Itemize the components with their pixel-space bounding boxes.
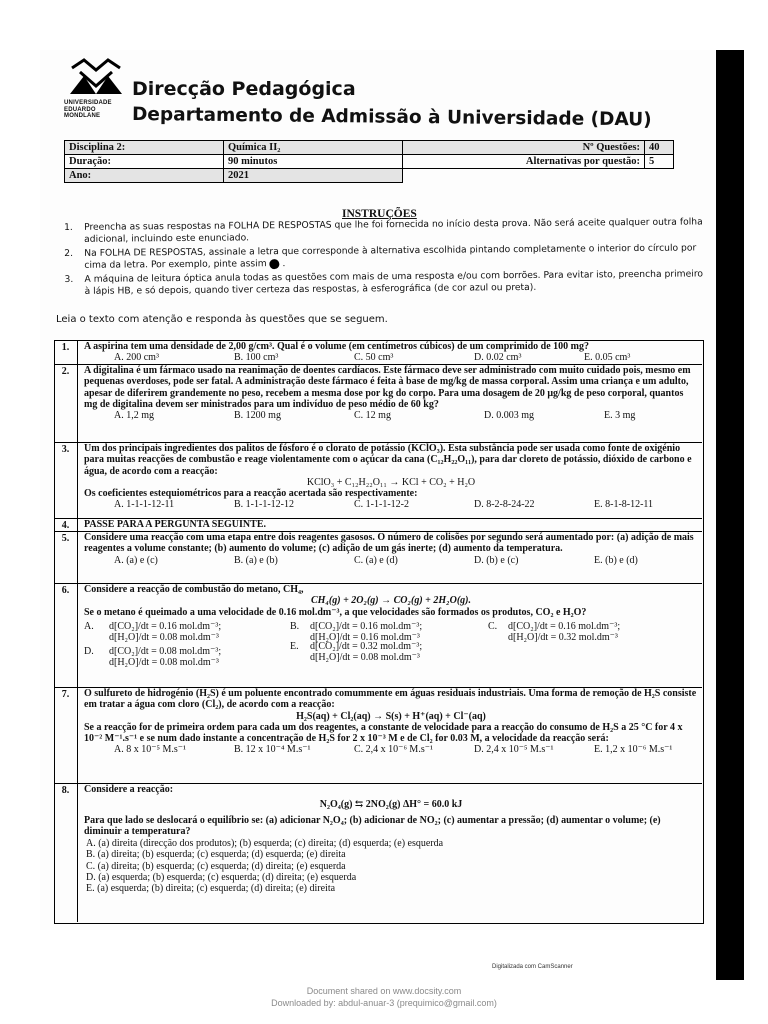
page-title: Direcção Pedagógica [132, 78, 356, 100]
q1-option-a: A. 200 cm³ [114, 352, 159, 364]
question-8: 8. Considere a reacção: N₂O₄(g) ⇆ 2NO₂(g) ΔH° = 60.0 kJ Para que lado se deslocará o equilíbrio se: (a) adicionar N₂O₄; (b) adicionar de NO₂; (c) aumentar a pressão; (d) aumentar o volume; (e) diminuir a temperatura? A. (a) direita (direcção dos produtos); (b) esquerda; (c) direita; (d) esquerda; (e) esquerda B. (a) direita; (b) esquerda; (c) esquerda; (d) esquerda; (e) direita C. (a) direita; (b) esquerda; (c) esquerda; (d) direita; (e) esquerda D. (a) esquerda; (b) esquerda; (c) esquerda; (d) direita; (e) esquerda E. (a) esquerda; (b) direita; (c) esquerda; (d) direita; (e) direita [54, 783, 702, 922]
q7-option-e: E. 1,2 x 10⁻⁶ M.s⁻¹ [594, 744, 673, 756]
disciplina-label: Disciplina 2: [65, 141, 224, 155]
q7-equation: H₂S(aq) + Cl₂(aq) → S(s) + H⁺(aq) + Cl⁻(aq) [296, 710, 486, 722]
q7-option-d: D. 2,4 x 10⁻⁵ M.s⁻¹ [474, 744, 554, 756]
question-6: 6. Considere a reacção de combustão do metano, CH₄, CH₄(g) + 2O₂(g) → CO₂(g) + 2H₂O(g). Se o metano é queimado a uma velocidade de 0.16 mol.dm⁻³, a que velocidades são formados os produtos, CO₂ e H₂O? A. d[CO₂]/dt = 0.16 mol.dm⁻³; d[H₂O]/dt = 0.08 mol.dm⁻³ B. d[CO₂]/dt = 0.16 mol.dm⁻³; d[H₂O]/dt = 0.16 mol.dm⁻³ C. d[CO₂]/dt = 0.16 mol.dm⁻³; d[H₂O]/dt = 0.32 mol.dm⁻³ D. d[CO₂]/dt = 0.08 mol.dm⁻³; d[H₂O]/dt = 0.08 mol.dm⁻³ E. d[CO₂]/dt = 0.32 mol.dm⁻³; d[H₂O]/dt = 0.08 mol.dm⁻³ [54, 583, 702, 688]
q2-option-c: C. 12 mg [354, 410, 391, 422]
q2-option-e: E. 3 mg [604, 410, 636, 422]
docsity-shared-link[interactable]: Document shared on www.docsity.com [306, 986, 462, 996]
q3-option-d: D. 8-2-8-24-22 [474, 499, 535, 511]
instruction-item: 3. A máquina de leitura óptica anula todas as questões com mais de uma resposta e/ou com borrões. Para evitar isto, preencha primeiro à lápis HB, e só depois, quando tiver certeza das respostas, à esferográfica (de cor azul ou preta). [64, 268, 704, 297]
q8-option-b: B. (a) direita; (b) esquerda; (c) esquerda; (d) esquerda; (e) direita [86, 849, 346, 861]
q7-option-b: B. 12 x 10⁻⁴ M.s⁻¹ [234, 744, 311, 756]
q5-option-c: C. (a) e (d) [354, 554, 398, 566]
q6-option-d: D. d[CO₂]/dt = 0.08 mol.dm⁻³; d[H₂O]/dt = 0.08 mol.dm⁻³ [84, 645, 222, 668]
instructions-list [64, 216, 705, 300]
university-name: UNIVERSIDADE EDUARDO MONDLANE [64, 100, 112, 119]
q2-option-d: D. 0.003 mg [484, 410, 534, 422]
q2-option-b: B. 1200 mg [234, 410, 281, 422]
lead-text: Leia o texto com atenção e responda às questões que se seguem. [56, 314, 388, 325]
alternativas-label: Alternativas por questão: [403, 155, 645, 169]
instruction-item: 1. Preencha as suas respostas na FOLHA DE RESPOSTAS que lhe foi fornecida no início desta prova. Não será aceite qualquer outra folha adicional, incluindo este enunciado. [64, 216, 703, 245]
q3-equation: KClO₃ + C₁₂H₂₂O₁₁ → KCl + CO₂ + H₂O [306, 476, 476, 488]
duracao-label: Duração: [65, 155, 224, 169]
q8-option-a: A. (a) direita (direcção dos produtos); (b) esquerda; (c) direita; (d) esquerda; (e) esquerda [86, 838, 444, 850]
q1-option-d: D. 0.02 cm³ [474, 352, 522, 364]
q3-option-c: C. 1-1-1-12-2 [354, 499, 409, 511]
filled-circle-icon [270, 259, 280, 269]
q2-option-a: A. 1,2 mg [114, 410, 154, 422]
ano-value: 2021 [224, 169, 403, 183]
q1-option-b: B. 100 cm³ [234, 352, 279, 364]
question-1: 1. A aspirina tem uma densidade de 2,00 g/cm³. Qual é o volume (em centímetros cúbicos) de um comprimido de 100 mg? A. 200 cm³ B. 100 cm³ C. 50 cm³ D. 0.02 cm³ E. 0.05 cm³ [54, 340, 702, 365]
questoes-value: 40 [645, 141, 674, 155]
q6-option-c: C. d[CO₂]/dt = 0.16 mol.dm⁻³; d[H₂O]/dt = 0.32 mol.dm⁻³ [488, 620, 621, 643]
q1-option-c: C. 50 cm³ [354, 352, 394, 364]
exam-info-table [64, 140, 674, 183]
q3-option-e: E. 8-1-8-12-11 [594, 499, 654, 511]
disciplina-value: Química II₂ [224, 141, 403, 155]
q8-option-c: C. (a) direita; (b) esquerda; (c) esquerda; (d) direita; (e) esquerda [86, 860, 346, 872]
q6-equation: CH₄(g) + 2O₂(g) → CO₂(g) + 2H₂O(g). [310, 595, 472, 607]
q5-option-e: E. (b) e (d) [594, 554, 638, 566]
duracao-value: 90 minutos [224, 155, 403, 169]
q8-equation: N₂O₄(g) ⇆ 2NO₂(g) ΔH° = 60.0 kJ [319, 799, 463, 811]
downloaded-by-note: Downloaded by: abdul-anuar-3 (prequimico@gmail.com) [271, 998, 497, 1008]
question-4: 4. PASSE PARA A PERGUNTA SEGUINTE. [54, 518, 702, 532]
q5-option-b: B. (a) e (b) [234, 554, 278, 566]
q8-option-e: E. (a) esquerda; (b) direita; (c) esquerda; (d) direita; (e) direita [86, 883, 336, 895]
q6-option-a: A. d[CO₂]/dt = 0.16 mol.dm⁻³; d[H₂O]/dt = 0.08 mol.dm⁻³ [84, 620, 222, 643]
q7-option-c: C. 2,4 x 10⁻⁶ M.s⁻¹ [354, 744, 433, 756]
q8-option-d: D. (a) esquerda; (b) esquerda; (c) esquerda; (d) direita; (e) esquerda [86, 872, 357, 884]
instructions-title: INSTRUÇÕES [342, 208, 417, 220]
scan-edge [716, 50, 744, 980]
ano-label: Ano: [65, 169, 224, 183]
q3-option-a: A. 1-1-1-12-11 [114, 499, 175, 511]
q5-option-d: D. (b) e (c) [474, 554, 519, 566]
question-7: 7. O sulfureto de hidrogénio (H₂S) é um poluente encontrado comummente em águas residuais industriais. Uma forma de remoção de H₂S consiste em tratar a água com cloro (Cl₂), de acordo com a reacção: H₂S(aq) + Cl₂(aq) → S(s) + H⁺(aq) + Cl⁻(aq) Se a reacção for de primeira ordem para cada um dos reagentes, a constante de velocidade para a reacção do consumo de H₂S a 25 °C for 4 x 10⁻² M⁻¹.s⁻¹ e se num dado instante a concentração de H₂S for 2 x 10⁻³ M e de Cl₂ for 0.03 M, a velocidade da reacção será: A. 8 x 10⁻⁵ M.s⁻¹ B. 12 x 10⁻⁴ M.s⁻¹ C. 2,4 x 10⁻⁶ M.s⁻¹ D. 2,4 x 10⁻⁵ M.s⁻¹ E. 1,2 x 10⁻⁶ M.s⁻¹ [54, 687, 702, 784]
q1-option-e: E. 0.05 cm³ [584, 352, 631, 364]
q7-option-a: A. 8 x 10⁻⁵ M.s⁻¹ [114, 744, 187, 756]
question-3: 3. Um dos principais ingredientes dos palitos de fósforo é o clorato de potássio (KClO₃). Esta substância pode ser usada como fonte de oxigénio para muitas reacções de combustão e reage violentamente com o açúcar da cana (C₁₂H₂₂O₁₁), para dar cloreto de potássio, dióxido de carbono e água, de acordo com a reacção: KClO₃ + C₁₂H₂₂O₁₁ → KCl + CO₂ + H₂O Os coeficientes estequiométricos para a reacção acertada são respectivamente: A. 1-1-1-12-11 B. 1-1-1-12-12 C. 1-1-1-12-2 D. 8-2-8-24-22 E. 8-1-8-12-11 [54, 442, 702, 519]
question-5: 5. Considere uma reacção com uma etapa entre dois reagentes gasosos. O número de colisões por segundo será aumentado por: (a) adição de mais reagentes a volume constante; (b) aumento do volume; (c) adição de um gás inerte; (d) aumento da temperatura. A. (a) e (c) B. (a) e (b) C. (a) e (d) D. (b) e (c) E. (b) e (d) [54, 531, 702, 584]
camscanner-note: Digitalizada com CamScanner [492, 964, 573, 970]
q6-option-e: E. d[CO₂]/dt = 0.32 mol.dm⁻³; d[H₂O]/dt = 0.08 mol.dm⁻³ [290, 640, 423, 663]
instruction-item: 2. Na FOLHA DE RESPOSTAS, assinale a letra que corresponde à alternativa escolhida pintando completamente o interior do círculo por cima da letra. Por exemplo, pinte assim . [64, 242, 697, 271]
alternativas-value: 5 [645, 155, 674, 169]
page-subtitle: Departamento de Admissão à Universidade (DAU) [131, 104, 652, 131]
q6-option-b: B. d[CO₂]/dt = 0.16 mol.dm⁻³; d[H₂O]/dt = 0.16 mol.dm⁻³ [290, 620, 423, 643]
question-2: 2. A digitalina é um fármaco usado na reanimação de doentes cardíacos. Este fármaco deve ser administrado com muito cuidado pois, mesmo em pequenas overdoses, pode ser fatal. A administração deste fármaco é feita à base de mg/kg de massa corporal. Assim uma criança e um adulto, apesar de diferirem grandemente no peso, recebem a mesma dose por kg do corpo. Para uma dosagem de 20 μg/kg de peso corporal, quantos mg de digitalina devem ser ministrados para um indivíduo de peso médio de 60 kg? A. 1,2 mg B. 1200 mg C. 12 mg D. 0.003 mg E. 3 mg [54, 364, 702, 443]
q5-option-a: A. (a) e (c) [114, 554, 158, 566]
q3-option-b: B. 1-1-1-12-12 [234, 499, 294, 511]
questoes-label: Nº Questões: [403, 141, 645, 155]
